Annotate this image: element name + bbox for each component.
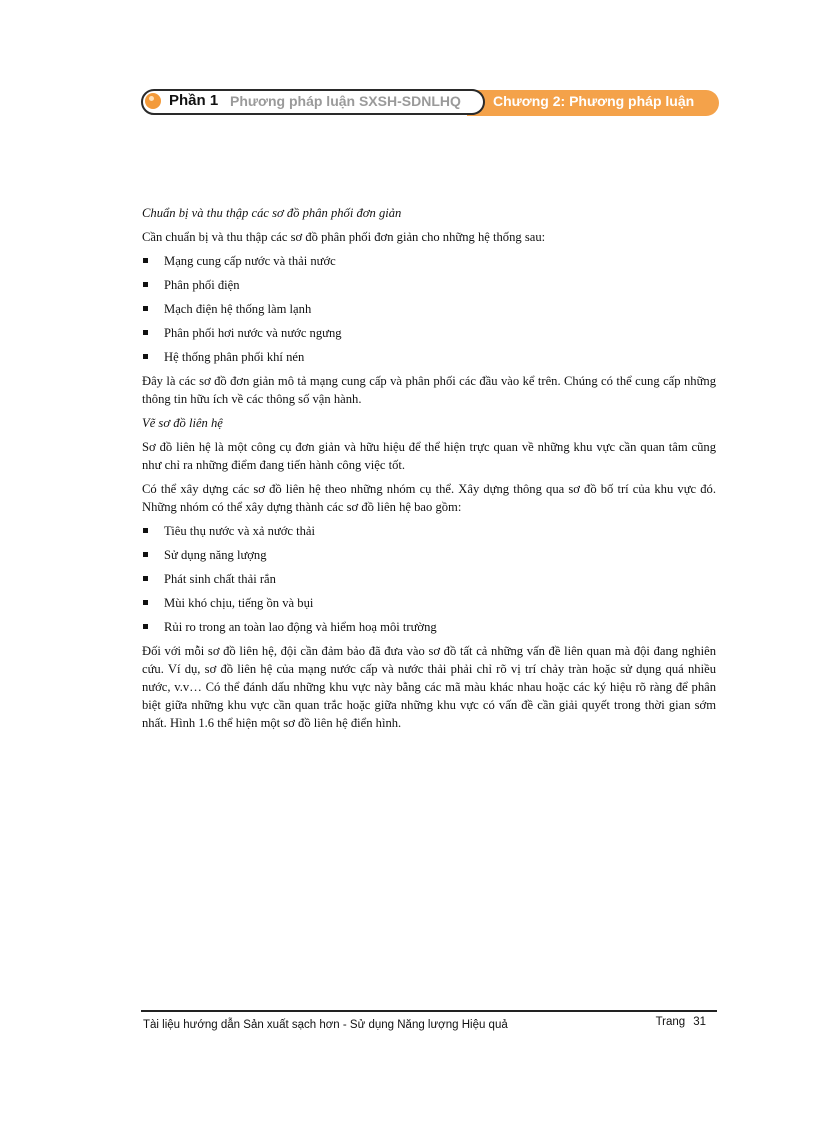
paragraph: Đây là các sơ đồ đơn giản mô tả mạng cung cấp và phân phối các đầu vào kể trên. Chúng có thể cung cấp những thông tin hữu ích về các thông số vận hành. [142,374,716,406]
part-title: Phương pháp luận SXSH-SDNLHQ [230,93,461,109]
list-item: Mùi khó chịu, tiếng ồn và bụi [142,594,716,612]
page-body [142,204,716,738]
section-heading-distribution-diagrams: Chuẩn bị và thu thập các sơ đồ phân phối đơn giản [142,206,402,220]
paragraph: Có thể xây dựng các sơ đồ liên hệ theo những nhóm cụ thể. Xây dựng thông qua sơ đồ bố trí của khu vực đó. Những nhóm có thể xây dựng thành các sơ đồ liên hệ bao gồm: [142,482,716,514]
list-item: Rủi ro trong an toàn lao động và hiểm hoạ môi trường [142,618,716,636]
list-item: Mạch điện hệ thống làm lạnh [142,300,716,318]
footer-document-title: Tài liệu hướng dẫn Sản xuất sạch hơn - Sử dụng Năng lượng Hiệu quả [143,1019,508,1031]
list-item: Phát sinh chất thải rắn [142,570,716,588]
footer-divider [141,1010,717,1012]
part-tab-cap [459,89,485,115]
bullet-list-groups [142,522,716,636]
paragraph: Sơ đồ liên hệ là một công cụ đơn giản và hữu hiệu để thể hiện trực quan về những khu vực cần quan tâm cũng như chỉ ra những điểm đang tiến hành công việc tốt. [142,440,716,472]
list-item: Mạng cung cấp nước và thải nước [142,252,716,270]
paragraph: Đối với mỗi sơ đồ liên hệ, đội cần đảm bảo đã đưa vào sơ đồ tất cả những vấn đề liên quan mà đội đang nghiên cứu. Ví dụ, sơ đồ liên hệ của mạng nước cấp và nước thải phải chỉ rõ vị trí chảy tràn hoặc sử dụng quá nhiều nước, v.v… Có thể đánh dấu những khu vực này bằng các mã màu khác nhau hoặc các ký hiệu rõ ràng để phân biệt giữa những khu vực cần quan trắc hoặc giữa những khu vực có vấn đề cần giải quyết trong thời gian sớm nhất. Hình 1.6 thể hiện một sơ đồ liên hệ điển hình. [142,644,716,730]
page-label: Trang [655,1016,686,1028]
part-label: Phần 1 [169,92,219,109]
paragraph: Cần chuẩn bị và thu thập các sơ đồ phân phối đơn giản cho những hệ thống sau: [142,230,546,244]
footer-page-number [656,1016,706,1028]
bullet-dot-icon [145,93,161,109]
page-number: 31 [693,1016,706,1028]
list-item: Phân phối điện [142,276,716,294]
list-item: Phân phối hơi nước và nước ngưng [142,324,716,342]
section-heading-relationship-diagram: Vẽ sơ đồ liên hệ [142,416,223,430]
list-item: Hệ thống phân phối khí nén [142,348,716,366]
list-item: Sử dụng năng lượng [142,546,716,564]
page-header-banner [141,89,719,117]
list-item: Tiêu thụ nước và xả nước thải [142,522,716,540]
chapter-title: Chương 2: Phương pháp luận [493,93,695,109]
bullet-list-systems [142,252,716,366]
